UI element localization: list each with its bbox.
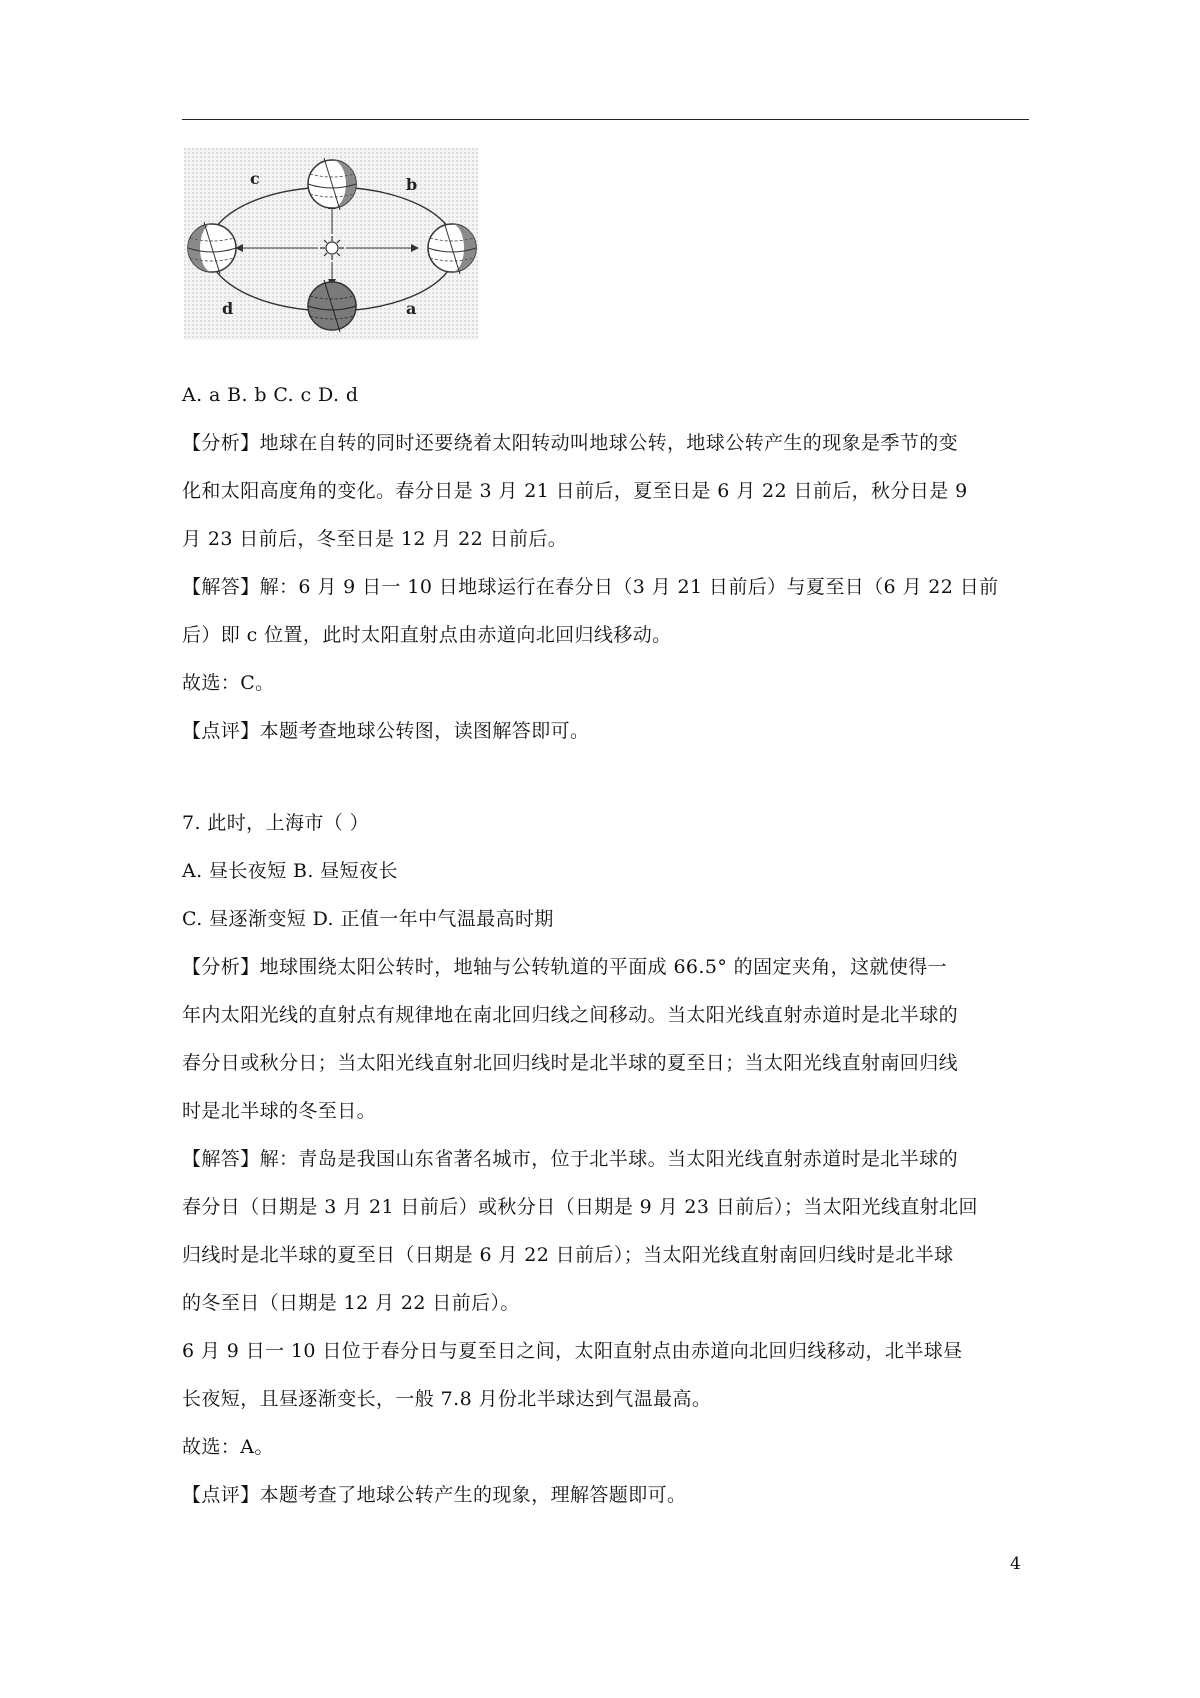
q7-answer-line-3: 归线时是北半球的夏至日（日期是 6 月 22 日前后）；当太阳光线直射南回归线时是北半球	[182, 1244, 954, 1266]
q6-analysis-line-2: 化和太阳高度角的变化。春分日是 3 月 21 日前后，夏至日是 6 月 22 日前后，秋分日是 9	[182, 480, 968, 502]
page-number: 4	[1010, 1554, 1021, 1574]
q7-option-cd: C. 昼逐渐变短 D. 正值一年中气温最高时期	[182, 908, 554, 930]
q6-comment: 【点评】本题考查地球公转图，读图解答即可。	[182, 720, 590, 742]
label-a: a	[406, 299, 417, 318]
q7-choice: 故选：A。	[182, 1436, 274, 1458]
q6-answer-line-1: 【解答】解：6 月 9 日一 10 日地球运行在春分日（3 月 21 日前后）与夏至日（6 月 22 日前	[182, 576, 999, 598]
q7-analysis-line-1: 【分析】地球围绕太阳公转时，地轴与公转轨道的平面成 66.5° 的固定夹角，这就使得一	[182, 956, 948, 978]
q7-question: 7. 此时，上海市（ ）	[182, 812, 370, 834]
q7-comment: 【点评】本题考查了地球公转产生的现象，理解答题即可。	[182, 1484, 687, 1506]
q7-answer-line-6: 长夜短，且昼逐渐变长，一般 7.8 月份北半球达到气温最高。	[182, 1388, 712, 1410]
q6-analysis-line-3: 月 23 日前后，冬至日是 12 月 22 日前后。	[182, 528, 568, 550]
q7-analysis-line-2: 年内太阳光线的直射点有规律地在南北回归线之间移动。当太阳光线直射赤道时是北半球的	[182, 1004, 959, 1026]
q6-choice: 故选：C。	[182, 672, 275, 694]
label-b: b	[406, 175, 418, 194]
label-c: c	[250, 169, 260, 188]
q7-answer-line-2: 春分日（日期是 3 月 21 日前后）或秋分日（日期是 9 月 23 日前后）；当太阳光线直射北回	[182, 1196, 978, 1218]
q7-analysis-line-3: 春分日或秋分日；当太阳光线直射北回归线时是北半球的夏至日；当太阳光线直射南回归线	[182, 1052, 959, 1074]
q6-options: A. a B. b C. c D. d	[182, 384, 359, 406]
q7-answer-line-4: 的冬至日（日期是 12 月 22 日前后）。	[182, 1292, 520, 1314]
label-d: d	[222, 299, 234, 318]
earth-orbit-figure	[184, 148, 478, 340]
q7-analysis-line-4: 时是北半球的冬至日。	[182, 1100, 377, 1122]
header-rule	[182, 119, 1029, 120]
q7-answer-line-1: 【解答】解：青岛是我国山东省著名城市，位于北半球。当太阳光线直射赤道时是北半球的	[182, 1148, 959, 1170]
q7-option-ab: A. 昼长夜短 B. 昼短夜长	[182, 860, 398, 882]
q7-answer-line-5: 6 月 9 日一 10 日位于春分日与夏至日之间，太阳直射点由赤道向北回归线移动，北半球昼	[182, 1340, 963, 1362]
q6-analysis-line-1: 【分析】地球在自转的同时还要绕着太阳转动叫地球公转，地球公转产生的现象是季节的变	[182, 432, 959, 454]
q6-answer-line-2: 后）即 c 位置，此时太阳直射点由赤道向北回归线移动。	[182, 624, 672, 646]
